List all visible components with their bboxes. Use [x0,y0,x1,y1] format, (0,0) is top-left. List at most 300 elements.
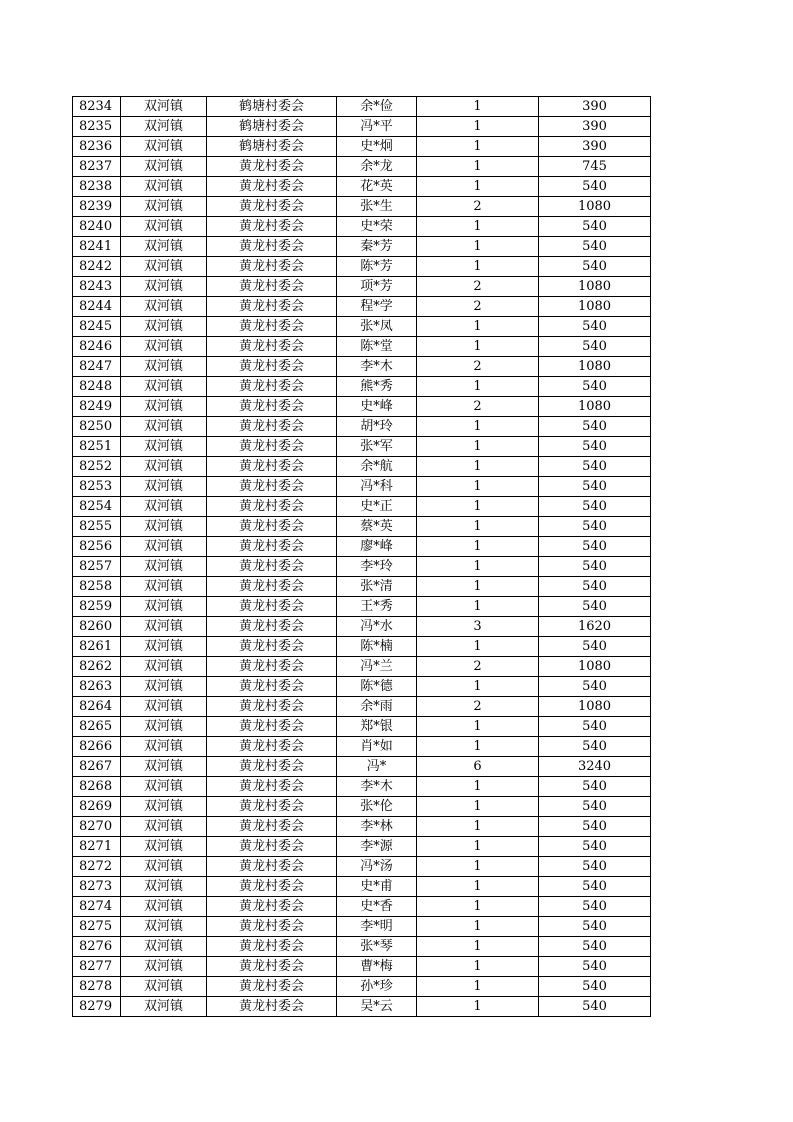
name-cell: 蔡*英 [337,517,417,537]
name-cell: 秦*芳 [337,237,417,257]
table-row [73,237,651,257]
name-cell: 孙*珍 [337,977,417,997]
village-committee-cell: 黄龙村委会 [207,737,337,757]
town-cell: 双河镇 [121,957,207,977]
village-committee-cell: 鹤塘村委会 [207,97,337,117]
row-number-cell: 8257 [73,557,121,577]
town-cell: 双河镇 [121,637,207,657]
count-cell: 1 [417,897,539,917]
count-cell: 1 [417,977,539,997]
town-cell: 双河镇 [121,497,207,517]
village-committee-cell: 黄龙村委会 [207,597,337,617]
town-cell: 双河镇 [121,317,207,337]
table-row [73,897,651,917]
table-row [73,337,651,357]
count-cell: 1 [417,137,539,157]
village-committee-cell: 黄龙村委会 [207,657,337,677]
village-committee-cell: 黄龙村委会 [207,797,337,817]
roster-table-body [73,97,651,1017]
count-cell: 1 [417,457,539,477]
amount-cell: 540 [539,997,651,1017]
village-committee-cell: 黄龙村委会 [207,477,337,497]
count-cell: 1 [417,677,539,697]
village-committee-cell: 黄龙村委会 [207,217,337,237]
table-row [73,937,651,957]
name-cell: 张*凤 [337,317,417,337]
table-row [73,197,651,217]
amount-cell: 540 [539,437,651,457]
table-row [73,777,651,797]
town-cell: 双河镇 [121,737,207,757]
village-committee-cell: 黄龙村委会 [207,437,337,457]
table-row [73,377,651,397]
row-number-cell: 8270 [73,817,121,837]
count-cell: 1 [417,497,539,517]
count-cell: 1 [417,377,539,397]
amount-cell: 540 [539,837,651,857]
row-number-cell: 8243 [73,277,121,297]
amount-cell: 1620 [539,617,651,637]
amount-cell: 540 [539,377,651,397]
amount-cell: 390 [539,117,651,137]
amount-cell: 540 [539,217,651,237]
row-number-cell: 8278 [73,977,121,997]
village-committee-cell: 黄龙村委会 [207,837,337,857]
count-cell: 1 [417,417,539,437]
row-number-cell: 8239 [73,197,121,217]
table-row [73,957,651,977]
name-cell: 张*生 [337,197,417,217]
table-row [73,437,651,457]
count-cell: 1 [417,317,539,337]
count-cell: 1 [417,817,539,837]
table-row [73,477,651,497]
amount-cell: 1080 [539,657,651,677]
name-cell: 冯* [337,757,417,777]
name-cell: 李*木 [337,777,417,797]
amount-cell: 390 [539,97,651,117]
table-row [73,297,651,317]
table-row [73,537,651,557]
amount-cell: 540 [539,737,651,757]
table-row [73,977,651,997]
row-number-cell: 8250 [73,417,121,437]
table-row [73,757,651,777]
town-cell: 双河镇 [121,457,207,477]
row-number-cell: 8263 [73,677,121,697]
amount-cell: 1080 [539,697,651,717]
village-committee-cell: 黄龙村委会 [207,337,337,357]
town-cell: 双河镇 [121,917,207,937]
table-row [73,257,651,277]
name-cell: 李*源 [337,837,417,857]
count-cell: 1 [417,177,539,197]
name-cell: 冯*水 [337,617,417,637]
row-number-cell: 8266 [73,737,121,757]
town-cell: 双河镇 [121,877,207,897]
village-committee-cell: 鹤塘村委会 [207,137,337,157]
amount-cell: 540 [539,257,651,277]
amount-cell: 540 [539,917,651,937]
amount-cell: 540 [539,777,651,797]
row-number-cell: 8259 [73,597,121,617]
village-committee-cell: 黄龙村委会 [207,377,337,397]
count-cell: 1 [417,237,539,257]
amount-cell: 540 [539,237,651,257]
amount-cell: 1080 [539,357,651,377]
name-cell: 李*明 [337,917,417,937]
count-cell: 1 [417,97,539,117]
count-cell: 1 [417,157,539,177]
row-number-cell: 8237 [73,157,121,177]
row-number-cell: 8240 [73,217,121,237]
count-cell: 1 [417,557,539,577]
town-cell: 双河镇 [121,277,207,297]
amount-cell: 540 [539,177,651,197]
village-committee-cell: 黄龙村委会 [207,757,337,777]
name-cell: 程*学 [337,297,417,317]
row-number-cell: 8254 [73,497,121,517]
count-cell: 2 [417,357,539,377]
town-cell: 双河镇 [121,537,207,557]
town-cell: 双河镇 [121,237,207,257]
town-cell: 双河镇 [121,157,207,177]
name-cell: 史*炯 [337,137,417,157]
village-committee-cell: 黄龙村委会 [207,937,337,957]
town-cell: 双河镇 [121,297,207,317]
table-row [73,517,651,537]
village-committee-cell: 黄龙村委会 [207,277,337,297]
table-row [73,617,651,637]
town-cell: 双河镇 [121,897,207,917]
amount-cell: 1080 [539,277,651,297]
town-cell: 双河镇 [121,177,207,197]
village-committee-cell: 黄龙村委会 [207,857,337,877]
name-cell: 郑*银 [337,717,417,737]
row-number-cell: 8245 [73,317,121,337]
table-row [73,177,651,197]
count-cell: 1 [417,717,539,737]
amount-cell: 1080 [539,397,651,417]
table-row [73,97,651,117]
name-cell: 陈*堂 [337,337,417,357]
village-committee-cell: 黄龙村委会 [207,917,337,937]
count-cell: 1 [417,117,539,137]
row-number-cell: 8253 [73,477,121,497]
town-cell: 双河镇 [121,577,207,597]
row-number-cell: 8251 [73,437,121,457]
amount-cell: 540 [539,477,651,497]
row-number-cell: 8238 [73,177,121,197]
town-cell: 双河镇 [121,557,207,577]
name-cell: 廖*峰 [337,537,417,557]
amount-cell: 540 [539,637,651,657]
town-cell: 双河镇 [121,117,207,137]
count-cell: 1 [417,577,539,597]
table-row [73,917,651,937]
count-cell: 1 [417,837,539,857]
name-cell: 陈*楠 [337,637,417,657]
count-cell: 1 [417,937,539,957]
village-committee-cell: 黄龙村委会 [207,317,337,337]
row-number-cell: 8268 [73,777,121,797]
table-row [73,797,651,817]
row-number-cell: 8256 [73,537,121,557]
table-row [73,597,651,617]
count-cell: 1 [417,997,539,1017]
town-cell: 双河镇 [121,997,207,1017]
town-cell: 双河镇 [121,337,207,357]
name-cell: 张*军 [337,437,417,457]
row-number-cell: 8252 [73,457,121,477]
amount-cell: 390 [539,137,651,157]
count-cell: 2 [417,197,539,217]
table-row [73,857,651,877]
town-cell: 双河镇 [121,657,207,677]
village-committee-cell: 黄龙村委会 [207,717,337,737]
village-committee-cell: 黄龙村委会 [207,557,337,577]
table-row [73,677,651,697]
amount-cell: 540 [539,537,651,557]
table-row [73,277,651,297]
village-committee-cell: 黄龙村委会 [207,697,337,717]
table-row [73,717,651,737]
count-cell: 2 [417,657,539,677]
village-committee-cell: 黄龙村委会 [207,537,337,557]
village-committee-cell: 黄龙村委会 [207,517,337,537]
town-cell: 双河镇 [121,97,207,117]
village-committee-cell: 黄龙村委会 [207,417,337,437]
table-row [73,817,651,837]
name-cell: 张*伦 [337,797,417,817]
amount-cell: 540 [539,597,651,617]
table-row [73,737,651,757]
table-row [73,837,651,857]
table-row [73,637,651,657]
table-row [73,657,651,677]
amount-cell: 540 [539,877,651,897]
amount-cell: 540 [539,937,651,957]
name-cell: 李*林 [337,817,417,837]
table-row [73,157,651,177]
village-committee-cell: 黄龙村委会 [207,997,337,1017]
count-cell: 1 [417,517,539,537]
amount-cell: 540 [539,337,651,357]
town-cell: 双河镇 [121,137,207,157]
amount-cell: 540 [539,817,651,837]
town-cell: 双河镇 [121,817,207,837]
town-cell: 双河镇 [121,697,207,717]
count-cell: 1 [417,857,539,877]
town-cell: 双河镇 [121,977,207,997]
name-cell: 冯*平 [337,117,417,137]
row-number-cell: 8272 [73,857,121,877]
row-number-cell: 8262 [73,657,121,677]
amount-cell: 540 [539,797,651,817]
town-cell: 双河镇 [121,377,207,397]
count-cell: 6 [417,757,539,777]
amount-cell: 1080 [539,297,651,317]
amount-cell: 540 [539,417,651,437]
village-committee-cell: 鹤塘村委会 [207,117,337,137]
count-cell: 1 [417,777,539,797]
table-row [73,577,651,597]
village-committee-cell: 黄龙村委会 [207,297,337,317]
count-cell: 1 [417,877,539,897]
village-committee-cell: 黄龙村委会 [207,637,337,657]
row-number-cell: 8279 [73,997,121,1017]
village-committee-cell: 黄龙村委会 [207,897,337,917]
row-number-cell: 8235 [73,117,121,137]
village-committee-cell: 黄龙村委会 [207,817,337,837]
town-cell: 双河镇 [121,517,207,537]
row-number-cell: 8271 [73,837,121,857]
row-number-cell: 8248 [73,377,121,397]
table-row [73,217,651,237]
amount-cell: 1080 [539,197,651,217]
village-committee-cell: 黄龙村委会 [207,357,337,377]
row-number-cell: 8234 [73,97,121,117]
amount-cell: 540 [539,897,651,917]
count-cell: 3 [417,617,539,637]
town-cell: 双河镇 [121,597,207,617]
table-row [73,697,651,717]
name-cell: 胡*玲 [337,417,417,437]
roster-table [72,96,651,1017]
table-row [73,317,651,337]
village-committee-cell: 黄龙村委会 [207,677,337,697]
town-cell: 双河镇 [121,257,207,277]
row-number-cell: 8246 [73,337,121,357]
village-committee-cell: 黄龙村委会 [207,617,337,637]
row-number-cell: 8275 [73,917,121,937]
row-number-cell: 8236 [73,137,121,157]
table-row [73,997,651,1017]
town-cell: 双河镇 [121,357,207,377]
count-cell: 2 [417,297,539,317]
count-cell: 2 [417,697,539,717]
amount-cell: 540 [539,977,651,997]
name-cell: 吴*云 [337,997,417,1017]
row-number-cell: 8260 [73,617,121,637]
count-cell: 1 [417,257,539,277]
count-cell: 1 [417,957,539,977]
row-number-cell: 8267 [73,757,121,777]
name-cell: 史*荣 [337,217,417,237]
town-cell: 双河镇 [121,757,207,777]
name-cell: 肖*如 [337,737,417,757]
name-cell: 冯*兰 [337,657,417,677]
name-cell: 史*香 [337,897,417,917]
town-cell: 双河镇 [121,477,207,497]
table-row [73,497,651,517]
town-cell: 双河镇 [121,437,207,457]
name-cell: 冯*科 [337,477,417,497]
table-row [73,117,651,137]
row-number-cell: 8277 [73,957,121,977]
amount-cell: 745 [539,157,651,177]
count-cell: 1 [417,337,539,357]
town-cell: 双河镇 [121,837,207,857]
village-committee-cell: 黄龙村委会 [207,157,337,177]
table-row [73,557,651,577]
village-committee-cell: 黄龙村委会 [207,577,337,597]
name-cell: 张*清 [337,577,417,597]
village-committee-cell: 黄龙村委会 [207,257,337,277]
amount-cell: 540 [539,577,651,597]
name-cell: 花*英 [337,177,417,197]
count-cell: 1 [417,917,539,937]
town-cell: 双河镇 [121,677,207,697]
row-number-cell: 8269 [73,797,121,817]
amount-cell: 540 [539,517,651,537]
row-number-cell: 8241 [73,237,121,257]
name-cell: 项*芳 [337,277,417,297]
amount-cell: 540 [539,857,651,877]
name-cell: 史*峰 [337,397,417,417]
name-cell: 陈*芳 [337,257,417,277]
name-cell: 史*正 [337,497,417,517]
row-number-cell: 8244 [73,297,121,317]
name-cell: 冯*汤 [337,857,417,877]
town-cell: 双河镇 [121,417,207,437]
count-cell: 1 [417,737,539,757]
table-row [73,417,651,437]
name-cell: 史*甫 [337,877,417,897]
name-cell: 曹*梅 [337,957,417,977]
town-cell: 双河镇 [121,217,207,237]
count-cell: 2 [417,397,539,417]
row-number-cell: 8249 [73,397,121,417]
name-cell: 李*木 [337,357,417,377]
amount-cell: 540 [539,957,651,977]
count-cell: 1 [417,537,539,557]
amount-cell: 540 [539,557,651,577]
name-cell: 余*俭 [337,97,417,117]
name-cell: 余*航 [337,457,417,477]
count-cell: 1 [417,217,539,237]
village-committee-cell: 黄龙村委会 [207,177,337,197]
amount-cell: 540 [539,717,651,737]
count-cell: 1 [417,477,539,497]
name-cell: 王*秀 [337,597,417,617]
town-cell: 双河镇 [121,777,207,797]
town-cell: 双河镇 [121,717,207,737]
town-cell: 双河镇 [121,617,207,637]
village-committee-cell: 黄龙村委会 [207,237,337,257]
village-committee-cell: 黄龙村委会 [207,197,337,217]
row-number-cell: 8274 [73,897,121,917]
row-number-cell: 8258 [73,577,121,597]
count-cell: 1 [417,797,539,817]
name-cell: 李*玲 [337,557,417,577]
village-committee-cell: 黄龙村委会 [207,457,337,477]
table-row [73,457,651,477]
town-cell: 双河镇 [121,397,207,417]
name-cell: 余*龙 [337,157,417,177]
count-cell: 1 [417,597,539,617]
village-committee-cell: 黄龙村委会 [207,497,337,517]
village-committee-cell: 黄龙村委会 [207,977,337,997]
name-cell: 张*琴 [337,937,417,957]
table-row [73,877,651,897]
name-cell: 陈*德 [337,677,417,697]
amount-cell: 540 [539,317,651,337]
village-committee-cell: 黄龙村委会 [207,397,337,417]
town-cell: 双河镇 [121,857,207,877]
row-number-cell: 8273 [73,877,121,897]
amount-cell: 3240 [539,757,651,777]
